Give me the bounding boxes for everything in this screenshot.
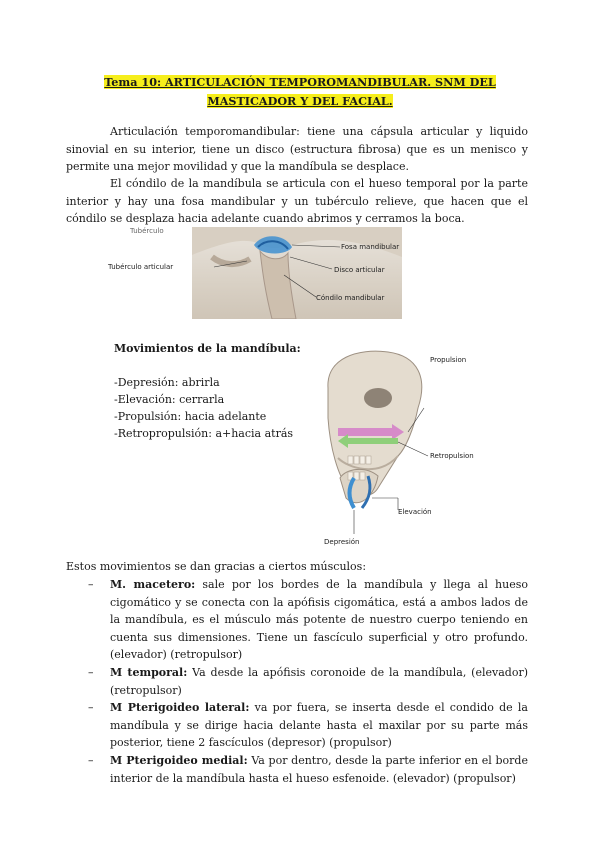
list-item: [88, 752, 528, 787]
label-condyle: Cóndilo mandibular: [316, 294, 385, 302]
movements-heading: Movimientos de la mandíbula:: [114, 342, 301, 355]
skull-illustration: [318, 348, 528, 548]
label-fossa: Fosa mandibular: [341, 243, 400, 251]
muscle-name: M Pterigoideo medial:: [110, 753, 248, 767]
muscle-description: Va desde la apófisis coronoide de la mandíbula, (elevador) (retropulsor): [110, 665, 528, 697]
list-item: [88, 664, 528, 699]
list-dash: –: [88, 753, 94, 767]
list-dash: –: [88, 578, 94, 591]
muscle-name: M Pterigoideo lateral:: [110, 701, 250, 715]
label-tubercle: Tubérculo articular: [108, 263, 174, 271]
title-line-2: MASTICADOR Y DEL FACIAL.: [207, 94, 393, 108]
muscles-list: [88, 576, 528, 787]
list-item: [88, 699, 528, 752]
label-disc: Disco articular: [334, 266, 385, 274]
muscle-description: va por fuera, se inserta desde el condido de la mandíbula y se dirige hacia delante hasta el maxilar por su parte más posterior, tiene 2 fascículos (depresor) (propulsor): [110, 701, 528, 750]
muscle-description: sale por los bordes de la mandíbula y llega al hueso cigomático y se conecta con la apófisis cigomática, está a ambos lados de la mandíbula, es el músculo más potente de nuestro cuerpo teniendo en cuenta sus dimensiones. Tiene un fascículo superficial y otro profundo. (elevador) (retropulsor): [110, 578, 528, 662]
list-item: [88, 576, 528, 664]
muscle-description: Va por dentro, desde la parte inferior en el borde interior de la mandíbula hasta el hueso esfenoide. (elevador) (propulsor): [110, 753, 528, 785]
label-depression: Depresión: [324, 538, 360, 546]
muscle-name: M. macetero:: [110, 578, 196, 591]
label-elevation: Elevación: [398, 508, 432, 516]
label-partial-top: Tubérculo: [130, 227, 164, 235]
muscles-intro: Estos movimientos se dan gracias a ciertos músculos:: [66, 560, 367, 573]
movement-item: -Depresión: abrirla: [114, 376, 220, 389]
label-retropulsion: Retropulsion: [430, 452, 474, 460]
paragraph-2: El cóndilo de la mandíbula se articula con el hueso temporal por la parte interior y hay una fosa mandibular y un tubérculo relieve, que hacen que el cóndilo se desplaza hacia adelante cuando abrimos y cerramos la boca.: [66, 177, 528, 226]
movement-item: -Propulsión: hacia adelante: [114, 410, 267, 423]
tmj-anatomy-figure: [108, 227, 402, 319]
label-propulsion: Propulsion: [430, 356, 467, 364]
document-title: [60, 73, 540, 111]
skull-movements-figure: [318, 348, 528, 548]
title-line-1: Tema 10: ARTICULACIÓN TEMPOROMANDIBULAR. SNM DEL: [104, 75, 496, 89]
muscle-name: M temporal:: [110, 665, 188, 679]
list-dash: –: [88, 665, 94, 679]
movement-item: -Retropropulsión: a+hacia atrás: [114, 427, 294, 440]
movement-item: -Elevación: cerrarla: [114, 393, 225, 406]
paragraph-1: Articulación temporomandibular: tiene una cápsula articular y liquido sinovial en su interior, tiene un disco (estructura fibrosa) que es un menisco y permite una mejor movilidad y que la mandíbula se desplace.: [66, 125, 528, 174]
list-dash: –: [88, 701, 94, 715]
movements-section: [114, 340, 314, 442]
